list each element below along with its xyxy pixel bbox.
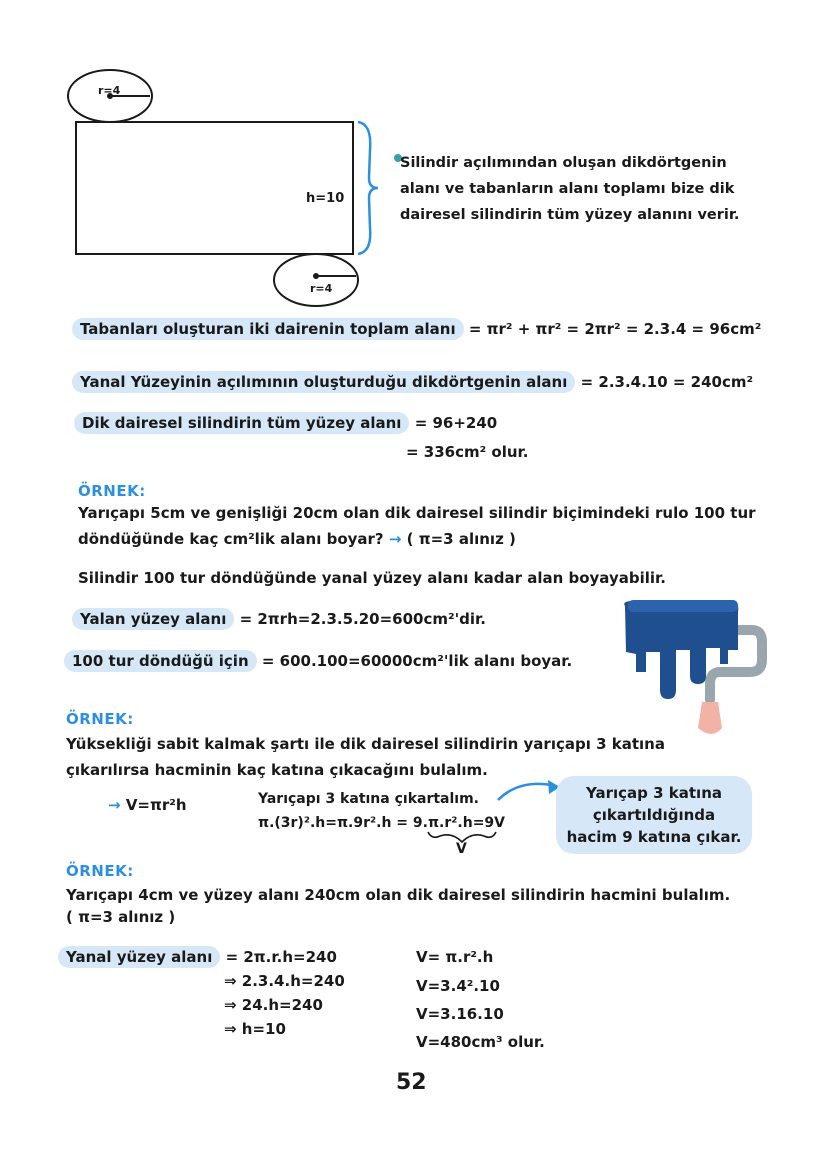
underbrace-label: V xyxy=(456,841,467,857)
example2-line1: Yüksekliği sabit kalmak şartı ile dik dairesel silindirin yarıçapı 3 katına xyxy=(66,735,665,753)
example3-l1: = 2π.r.h=240 xyxy=(225,948,337,966)
example3-lateral-label: Yanal yüzey alanı xyxy=(58,946,220,968)
example2-heading: ÖRNEK: xyxy=(66,710,134,728)
example3-v4: V=480cm³ olur. xyxy=(416,1033,545,1051)
example1-turns-label: 100 tur döndüğü için xyxy=(64,650,257,672)
lateral-area-row xyxy=(72,371,753,393)
paint-roller-illustration xyxy=(624,600,762,734)
height-label: h=10 xyxy=(306,191,345,206)
example1-line2: döndüğünde kaç cm²lik alanı boyar? xyxy=(78,530,384,548)
example3-l3: ⇒ 24.h=240 xyxy=(224,996,323,1014)
total-area-line1: = 96+240 xyxy=(414,414,498,432)
base-area-row xyxy=(72,318,761,340)
base-area-formula: = πr² + πr² = 2πr² = 2.3.4 = 96cm² xyxy=(468,320,762,338)
example3-line2: ( π=3 alınız ) xyxy=(66,908,176,926)
example3-v2: V=3.4².10 xyxy=(416,977,500,995)
example1-line2-row xyxy=(78,528,516,550)
example1-lateral-formula: = 2πrh=2.3.5.20=600cm²'dir. xyxy=(239,610,486,628)
roller-body xyxy=(624,601,738,699)
total-area-row xyxy=(74,412,497,434)
example2-step2: π.(3r)².h=π.9r².h = 9.π.r².h=9V xyxy=(258,815,505,831)
lateral-area-label: Yanal Yüzeyinin açılımının oluşturduğu dikdörtgenin alanı xyxy=(72,371,575,393)
bottom-radius-label: r=4 xyxy=(310,282,333,295)
arrow-icon: → xyxy=(108,796,121,814)
curly-brace xyxy=(358,122,378,254)
top-radius-label: r=4 xyxy=(98,84,121,97)
example3-v3: V=3.16.10 xyxy=(416,1005,504,1023)
total-area-line2: = 336cm² olur. xyxy=(406,443,529,461)
example1-turns-formula: = 600.100=60000cm²'lik alanı boyar. xyxy=(261,652,573,670)
example3-line1: Yarıçapı 4cm ve yüzey alanı 240cm olan dik dairesel silindirin hacmini bulalım. xyxy=(66,886,731,904)
example2-formula-row xyxy=(108,794,187,816)
example1-hint: ( π=3 alınız ) xyxy=(406,530,516,548)
example3-heading: ÖRNEK: xyxy=(66,862,134,880)
page-number: 52 xyxy=(396,1070,427,1095)
roller-grip xyxy=(698,702,722,734)
example2-line2: çıkarılırsa hacminin kaç katına çıkacağını bulalım. xyxy=(66,761,488,779)
arrow-icon: → xyxy=(388,530,402,548)
example1-statement: Silindir 100 tur döndüğünde yanal yüzey alanı kadar alan boyayabilir. xyxy=(78,569,666,587)
example1-line1: Yarıçapı 5cm ve genişliği 20cm olan dik dairesel silindir biçimindeki rulo 100 tur xyxy=(78,504,756,522)
example3-lateral-row xyxy=(58,946,337,968)
example3-l2: ⇒ 2.3.4.h=240 xyxy=(224,972,345,990)
roller-band xyxy=(628,600,738,612)
total-area-label: Dik dairesel silindirin tüm yüzey alanı xyxy=(74,412,409,434)
lateral-area-formula: = 2.3.4.10 = 240cm² xyxy=(580,373,754,391)
example3-v1: V= π.r².h xyxy=(416,948,494,966)
curved-arrow xyxy=(498,784,556,800)
diagram-note: Silindir açılımından oluşan dikdörtgenin alanı ve tabanların alanı toplamı bize dik dairesel silindirin tüm yüzey alanını verir. xyxy=(400,155,740,223)
example2-formula: V=πr²h xyxy=(125,796,187,814)
example3-l4: ⇒ h=10 xyxy=(224,1020,286,1038)
example1-lateral-row xyxy=(72,608,486,630)
example1-lateral-label: Yalan yüzey alanı xyxy=(72,608,234,630)
base-area-label: Tabanları oluşturan iki dairenin toplam alanı xyxy=(72,318,464,340)
example2-step1: Yarıçapı 3 katına çıkartalım. xyxy=(258,791,479,807)
example1-heading: ÖRNEK: xyxy=(78,482,146,500)
example1-turns-row xyxy=(64,650,572,672)
example2-bubble: Yarıçap 3 katına çıkartıldığında hacim 9 katına çıkar. xyxy=(556,776,752,854)
